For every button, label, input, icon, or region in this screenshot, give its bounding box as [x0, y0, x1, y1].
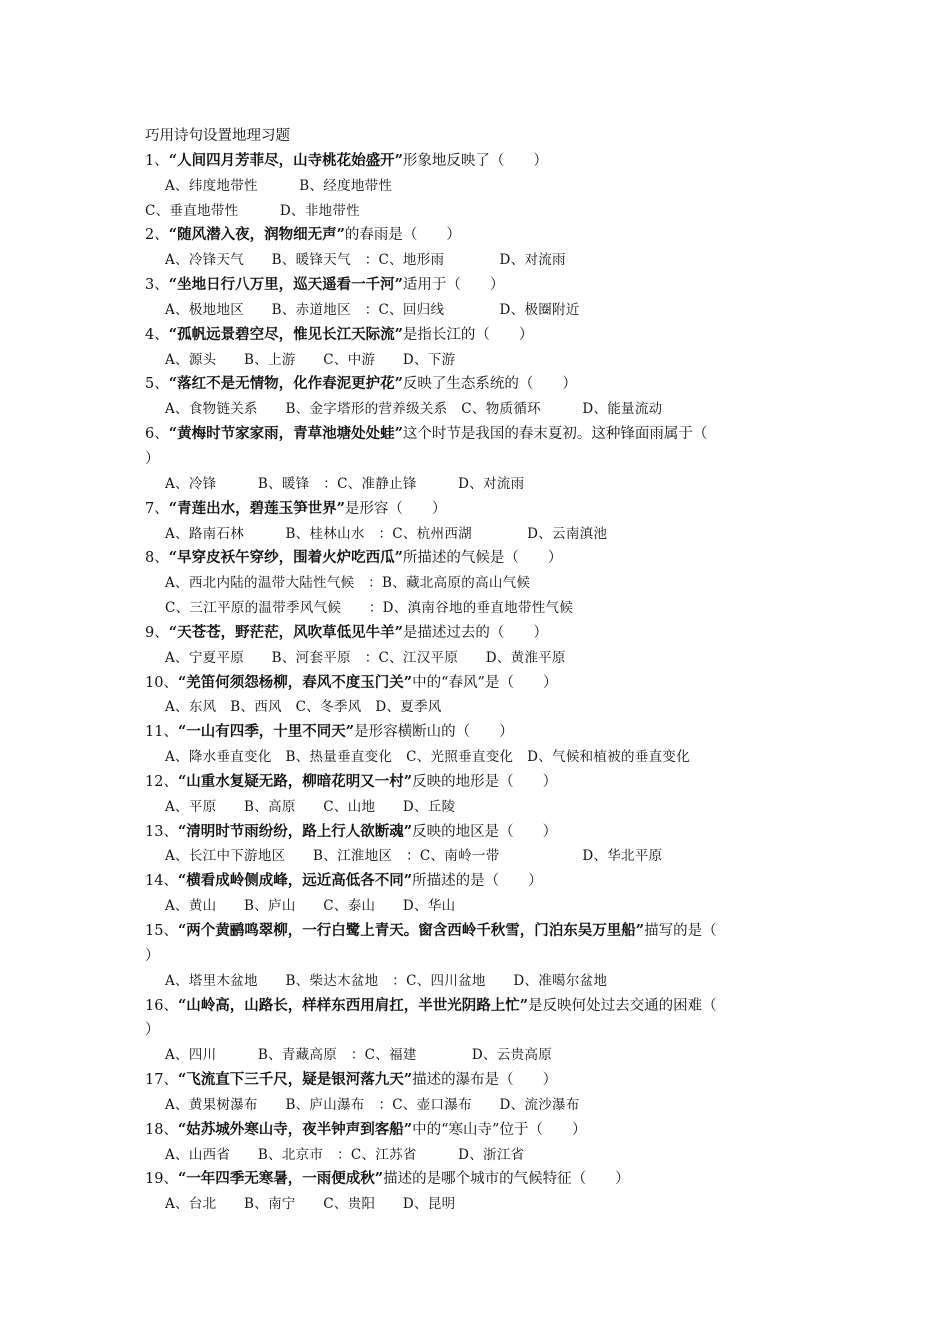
question-14 [145, 869, 815, 919]
question-stem [145, 820, 815, 845]
question-number: 3、 [145, 277, 169, 294]
answer-option[interactable]: A、宁夏平原 [165, 649, 245, 666]
option-row [145, 646, 815, 671]
question-number: 11、 [145, 724, 178, 741]
answer-option[interactable]: D、云南滇池 [471, 525, 608, 542]
option-row [145, 298, 815, 323]
question-prompt: 是指长江的（ ） [402, 326, 534, 343]
question-prompt-continued: ） [145, 1022, 160, 1039]
answer-option[interactable]: A、西北内陆的温带大陆性气候 [165, 575, 355, 592]
option-row [145, 795, 815, 820]
option-row [145, 248, 815, 273]
poem-quote: “飞流直下三千尺，疑是银河落九天” [177, 1071, 413, 1089]
question-prompt: 这个时节是我国的春末夏初。这种锋面雨属于（ [402, 426, 708, 443]
question-prompt: 描述的瀑布是（ ） [412, 1072, 558, 1089]
answer-option[interactable]: C、三江平原的温带季风气候 [165, 600, 342, 617]
answer-option[interactable]: ：C、江苏省 [323, 1146, 417, 1163]
question-stem [145, 621, 815, 646]
answer-option[interactable]: B、上游 [216, 351, 296, 368]
answer-option[interactable]: B、西风 [216, 699, 282, 716]
question-number: 15、 [145, 923, 178, 939]
question-number: 10、 [145, 674, 178, 691]
question-prompt: 反映的地形是（ ） [412, 773, 558, 790]
answer-option[interactable]: ：C、四川盆地 [378, 972, 486, 989]
answer-option[interactable]: A、平原 [165, 798, 217, 815]
poem-quote: “早穿皮袄午穿纱，围着火炉吃西瓜” [168, 549, 403, 567]
answer-option[interactable]: B、庐山 [216, 898, 296, 915]
question-prompt: 的春雨是（ ） [344, 227, 461, 244]
question-3 [145, 273, 815, 323]
question-stem [145, 323, 815, 348]
poem-quote: “坐地日行八万里，巡天遥看一千河” [168, 276, 403, 294]
question-stem [145, 546, 815, 571]
question-list [145, 149, 815, 1217]
answer-option[interactable]: B、暖锋天气 [244, 252, 351, 269]
option-row [145, 745, 815, 770]
question-stem [145, 149, 815, 174]
answer-option[interactable]: C、光照垂直变化 [392, 749, 514, 766]
question-stem [145, 223, 815, 248]
question-8 [145, 546, 815, 621]
poem-quote: “山重水复疑无路，柳暗花明又一村” [177, 772, 413, 790]
question-number: 16、 [145, 997, 178, 1014]
poem-quote: “人间四月芳菲尽，山寺桃花始盛开” [168, 151, 403, 169]
answer-option[interactable]: ：D、滇南谷地的垂直地带性气候 [341, 600, 574, 617]
poem-quote: “山岭高，山路长，样样东西用肩扛，半世光阴路上忙” [177, 996, 529, 1014]
question-number: 9、 [145, 624, 169, 641]
answer-option[interactable]: ：C、地形雨 [350, 252, 445, 269]
question-number: 1、 [145, 152, 169, 169]
answer-option[interactable]: A、源头 [165, 351, 217, 368]
option-row [145, 472, 815, 497]
question-number: 2、 [145, 227, 169, 244]
answer-option[interactable]: ：C、南岭一带 [392, 848, 500, 865]
answer-option[interactable]: C、垂直地带性 [145, 202, 239, 219]
answer-option[interactable]: B、江淮地区 [285, 848, 393, 865]
question-number: 12、 [145, 773, 178, 790]
option-row [145, 894, 815, 919]
answer-option[interactable]: D、非地带性 [238, 202, 360, 219]
poem-quote: “一年四季无寒暑，一雨便成秋” [177, 1170, 384, 1188]
answer-option[interactable]: ：C、准静止锋 [309, 475, 417, 492]
answer-option[interactable]: D、能量流动 [540, 401, 663, 418]
answer-option[interactable]: C、中游 [295, 351, 376, 368]
page-title: 巧用诗句设置地理习题 [145, 128, 290, 144]
answer-option[interactable]: D、华北平原 [499, 848, 663, 865]
answer-option[interactable]: A、四川 [165, 1047, 217, 1064]
poem-quote: “落红不是无情物，化作春泥更护花” [168, 375, 403, 393]
question-prompt: 所描述的是（ ） [412, 873, 543, 890]
question-stem [145, 869, 815, 894]
question-7 [145, 497, 815, 547]
answer-option[interactable]: C、贵阳 [295, 1196, 376, 1213]
answer-option[interactable]: C、泰山 [295, 898, 376, 915]
question-number: 5、 [145, 376, 169, 393]
question-11 [145, 720, 815, 770]
answer-option[interactable]: B、河套平原 [244, 649, 351, 666]
poem-quote: “清明时节雨纷纷，路上行人欲断魂” [177, 822, 413, 840]
option-row [145, 1143, 815, 1168]
answer-option[interactable]: A、黄山 [165, 898, 217, 915]
answer-option[interactable]: A、东风 [165, 699, 217, 716]
answer-option[interactable]: D、夏季风 [361, 699, 442, 716]
answer-option[interactable]: B、赤道地区 [244, 301, 351, 318]
option-row [145, 348, 815, 373]
answer-option[interactable]: D、下游 [375, 351, 456, 368]
question-prompt: 形象地反映了（ ） [402, 152, 548, 169]
answer-option[interactable]: A、极地地区 [165, 301, 245, 318]
poem-quote: “黄梅时节家家雨，青草池塘处处蛙” [168, 425, 403, 443]
answer-option[interactable]: A、长江中下游地区 [165, 848, 286, 865]
question-13 [145, 820, 815, 870]
question-16 [145, 994, 815, 1069]
question-6 [145, 422, 815, 497]
question-prompt-continued: ） [145, 947, 160, 964]
question-prompt: 是形容（ ） [344, 500, 447, 517]
answer-option[interactable]: B、庐山瀑布 [257, 1096, 365, 1113]
question-19 [145, 1167, 815, 1217]
option-row [145, 522, 815, 547]
poem-quote: “横看成岭侧成峰，远近高低各不同” [177, 872, 413, 890]
question-prompt: 适用于（ ） [402, 277, 505, 294]
answer-option[interactable]: D、丘陵 [375, 798, 456, 815]
answer-option[interactable]: D、对流雨 [444, 252, 566, 269]
question-prompt: 是形容横断山的（ ） [354, 724, 514, 741]
answer-option[interactable]: A、山西省 [165, 1146, 231, 1163]
question-2 [145, 223, 815, 273]
question-stem [145, 720, 815, 745]
question-stem [145, 994, 815, 1019]
question-prompt: 所描述的气候是（ ） [402, 550, 563, 567]
answer-option[interactable]: B、高原 [216, 798, 296, 815]
worksheet [145, 124, 815, 1217]
answer-option[interactable]: A、台北 [165, 1196, 217, 1213]
question-15 [145, 919, 815, 994]
question-18 [145, 1118, 815, 1168]
poem-quote: “天苍苍，野茫茫，风吹草低见牛羊” [168, 623, 403, 641]
question-prompt: 是描述过去的（ ） [402, 624, 548, 641]
option-row [145, 695, 815, 720]
poem-quote: “随风潜入夜，润物细无声” [168, 226, 345, 244]
question-stem [145, 422, 815, 447]
option-row [145, 174, 815, 199]
answer-option[interactable]: ：C、江汉平原 [350, 649, 459, 666]
answer-option[interactable]: D、昆明 [375, 1196, 456, 1213]
question-5 [145, 372, 815, 422]
answer-option[interactable]: A、塔里木盆地 [165, 972, 258, 989]
question-prompt: 中的“春风”是（ ） [412, 674, 558, 691]
answer-option[interactable]: ：B、藏北高原的高山气候 [354, 575, 531, 592]
question-number: 6、 [145, 426, 169, 443]
question-stem [145, 1068, 815, 1093]
answer-option[interactable]: B、金字塔形的营养级关系 [257, 401, 448, 418]
question-prompt: 中的“寒山寺”位于（ ） [412, 1121, 587, 1138]
answer-option[interactable]: D、黄淮平原 [458, 649, 566, 666]
option-row [145, 1192, 815, 1217]
poem-quote: “一山有四季，十里不同天” [177, 723, 355, 741]
question-number: 19、 [145, 1171, 178, 1188]
question-9 [145, 621, 815, 671]
option-row [145, 397, 815, 422]
answer-option[interactable]: B、南宁 [216, 1196, 296, 1213]
question-1 [145, 149, 815, 224]
answer-option[interactable]: A、食物链关系 [165, 401, 258, 418]
question-prompt: 反映的地区是（ ） [412, 823, 558, 840]
question-stem [145, 1167, 815, 1192]
answer-option[interactable]: A、路南石林 [165, 525, 245, 542]
answer-option[interactable]: B、热量垂直变化 [271, 749, 393, 766]
question-stem [145, 497, 815, 522]
option-row [145, 969, 815, 994]
question-number: 18、 [145, 1121, 178, 1138]
answer-option[interactable]: ：C、回归线 [350, 301, 445, 318]
question-stem [145, 1118, 815, 1143]
answer-option[interactable]: C、冬季风 [281, 699, 362, 716]
question-number: 4、 [145, 326, 169, 343]
answer-option[interactable]: A、降水垂直变化 [165, 749, 272, 766]
answer-option[interactable]: B、北京市 [230, 1146, 324, 1163]
question-number: 13、 [145, 823, 178, 840]
answer-option[interactable]: C、山地 [295, 798, 376, 815]
option-row [145, 1093, 815, 1118]
answer-option[interactable]: B、青藏高原 [216, 1047, 338, 1064]
question-number: 8、 [145, 550, 169, 567]
question-stem [145, 919, 815, 944]
option-row [145, 1043, 815, 1068]
answer-option[interactable]: B、暖锋 [216, 475, 310, 492]
question-prompt: 描述的是哪个城市的气候特征（ ） [383, 1171, 630, 1188]
question-prompt: 描写的是（ [644, 923, 717, 939]
question-10 [145, 671, 815, 721]
option-row [145, 844, 815, 869]
poem-quote: “姑苏城外寒山寺，夜半钟声到客船” [177, 1120, 413, 1138]
option-row [145, 571, 815, 596]
answer-option[interactable]: B、桂林山水 [244, 525, 365, 542]
option-row [145, 596, 815, 621]
question-prompt: 是反映何处过去交通的困难（ [528, 997, 717, 1014]
question-4 [145, 323, 815, 373]
answer-option[interactable]: D、对流雨 [416, 475, 525, 492]
answer-option[interactable]: A、冷锋 [165, 475, 217, 492]
question-stem [145, 770, 815, 795]
answer-option[interactable]: D、华山 [375, 898, 456, 915]
answer-option[interactable]: ：C、壶口瀑布 [364, 1096, 472, 1113]
question-stem [145, 273, 815, 298]
answer-option[interactable]: D、极圈附近 [444, 301, 580, 318]
question-number: 7、 [145, 500, 169, 517]
question-stem [145, 671, 815, 696]
answer-option[interactable]: ：C、杭州西湖 [364, 525, 472, 542]
answer-option[interactable]: A、黄果树瀑布 [165, 1096, 258, 1113]
answer-option[interactable]: D、流沙瀑布 [471, 1096, 580, 1113]
question-number: 17、 [145, 1072, 178, 1089]
answer-option[interactable]: D、云贵高原 [416, 1047, 553, 1064]
answer-option[interactable]: B、经度地带性 [257, 177, 393, 194]
poem-quote: “两个黄鹂鸣翠柳，一行白鹭上青天。窗含西岭千秋雪，门泊东吴万里船” [177, 922, 645, 939]
question-17 [145, 1068, 815, 1118]
question-number: 14、 [145, 873, 178, 890]
question-stem [145, 372, 815, 397]
answer-option[interactable]: A、纬度地带性 [165, 177, 258, 194]
answer-option[interactable]: B、柴达木盆地 [257, 972, 379, 989]
question-12 [145, 770, 815, 820]
answer-option[interactable]: A、冷锋天气 [165, 252, 245, 269]
poem-quote: “青莲出水，碧莲玉笋世界” [168, 499, 345, 517]
answer-option[interactable]: D、气候和植被的垂直变化 [513, 749, 691, 766]
answer-option[interactable]: C、物质循环 [447, 401, 541, 418]
question-prompt: 反映了生态系统的（ ） [402, 376, 577, 393]
answer-option[interactable]: D、准噶尔盆地 [485, 972, 608, 989]
question-prompt-continued: ） [145, 450, 160, 467]
poem-quote: “羌笛何须怨杨柳，春风不度玉门关” [177, 673, 413, 691]
option-row [145, 199, 815, 224]
poem-quote: “孤帆远景碧空尽，惟见长江天际流” [168, 325, 403, 343]
answer-option[interactable]: ：C、福建 [337, 1047, 417, 1064]
answer-option[interactable]: D、浙江省 [416, 1146, 525, 1163]
